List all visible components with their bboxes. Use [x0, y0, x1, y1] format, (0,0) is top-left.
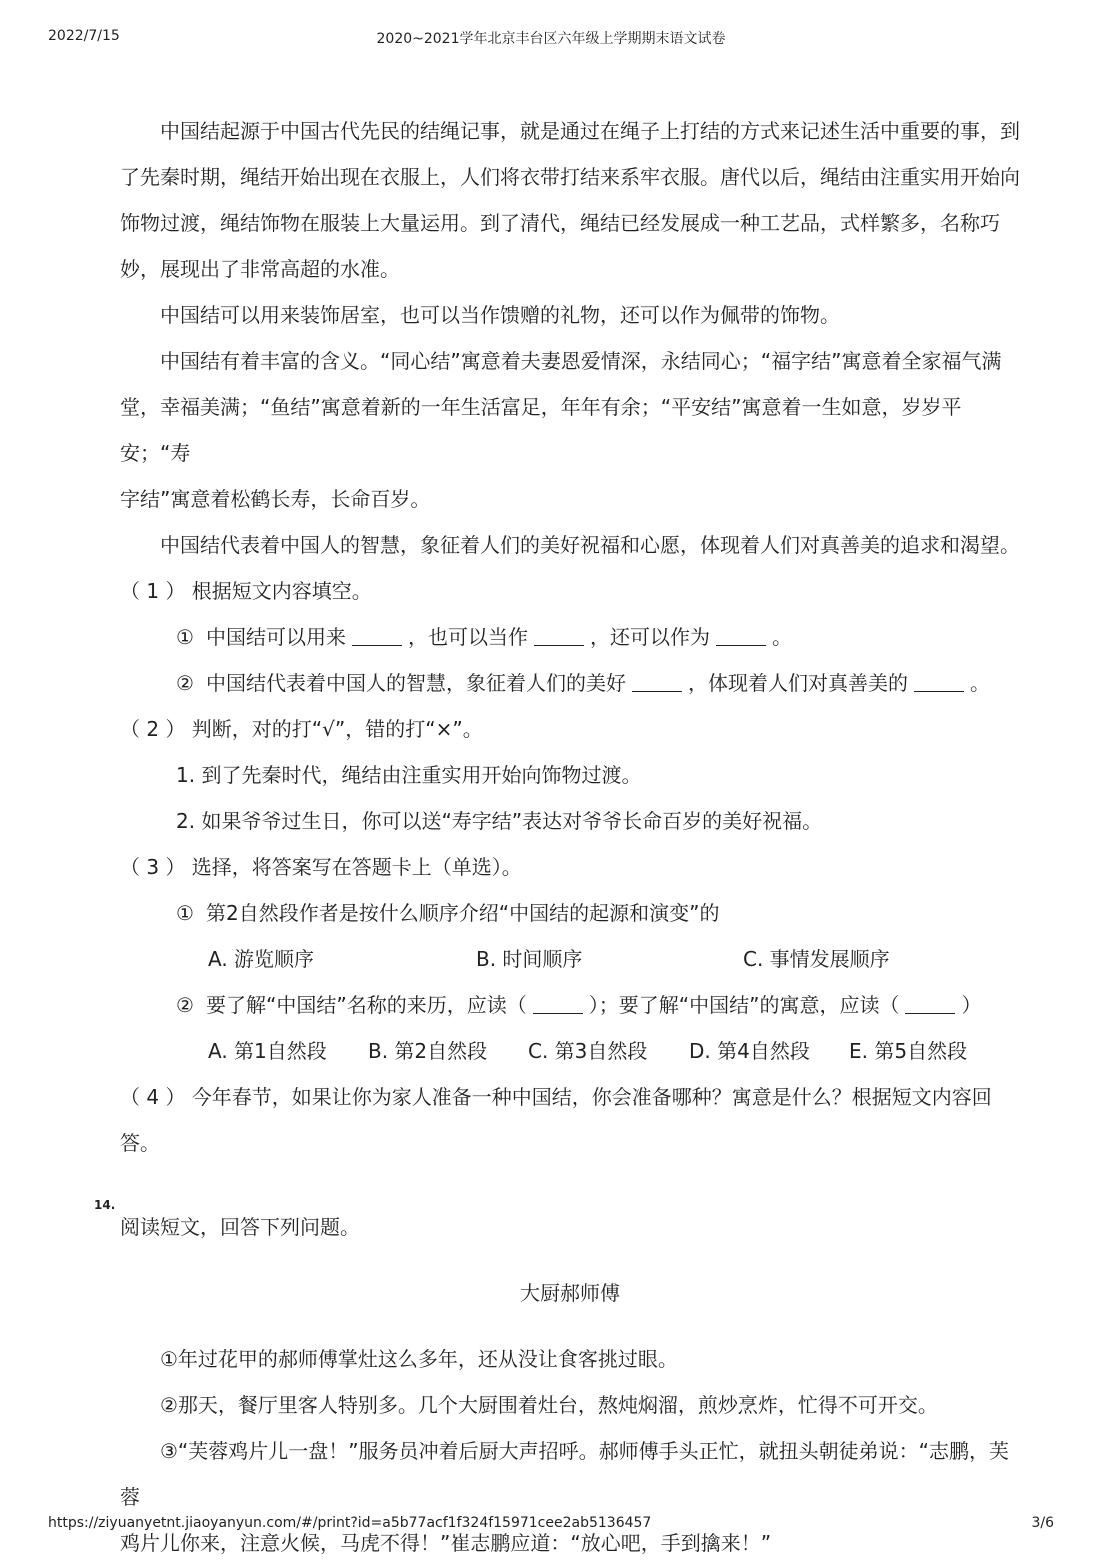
- passage1-p3-line3: 字结”寓意着松鹤长寿，长命百岁。: [120, 487, 431, 511]
- option-a[interactable]: A. 游览顺序: [208, 947, 315, 971]
- passage2-title: 大厨郝师傅: [520, 1281, 620, 1305]
- text: ）；要了解“中国结”的寓意，应读（: [588, 993, 900, 1017]
- passage2-p3-line1: ③“芙蓉鸡片儿一盘！”服务员冲着后厨大声招呼。郝师傅手头正忙，就扭头朝徒弟说：“志鹏，芙蓉: [120, 1439, 1010, 1509]
- page-url[interactable]: https://ziyuanyetnt.jiaoyanyun.com/#/print?id=a5b77acf1f324f15971cee2ab5136457: [48, 1515, 652, 1531]
- passage1-p3-line1: 中国结有着丰富的含义。“同心结”寓意着夫妻恩爱情深，永结同心；“福字结”寓意着全家福气满: [160, 349, 1002, 373]
- text: 。: [772, 625, 792, 649]
- question-number: 14.: [94, 1198, 116, 1212]
- option-a[interactable]: A. 第1自然段: [208, 1039, 327, 1063]
- option-d[interactable]: D. 第4自然段: [689, 1039, 810, 1063]
- text: ，也可以当作: [408, 625, 528, 649]
- question-2-statement-2: 2. 如果爷爷过生日，你可以送“寿字结”表达对爷爷长命百岁的美好祝福。: [176, 809, 823, 833]
- question-1a: [176, 614, 1020, 660]
- page-number: 3/6: [1031, 1515, 1054, 1531]
- question-3a: [176, 890, 1020, 936]
- text: 。: [970, 671, 990, 695]
- exam-title: 2020~2021学年北京丰台区六年级上学期期末语文试卷: [376, 31, 726, 47]
- question-3b: [176, 982, 1020, 1028]
- passage1-p1-line2: 了先秦时期，绳结开始出现在衣服上，人们将衣带打结来系牢衣服。唐代以后，绳结由注重实用开始向: [120, 165, 1020, 189]
- circled-number: ②: [176, 671, 194, 695]
- question-14: [94, 1198, 1020, 1566]
- text: 第2自然段作者是按什么顺序介绍“中国结的起源和演变”的: [206, 901, 720, 925]
- passage1-p1-line4: 妙，展现出了非常高超的水准。: [120, 257, 400, 281]
- text: 中国结代表着中国人的智慧，象征着人们的美好: [206, 671, 626, 695]
- option-b[interactable]: B. 第2自然段: [368, 1039, 488, 1063]
- question-14-intro: 阅读短文，回答下列问题。: [120, 1215, 360, 1239]
- answer-blank[interactable]: [533, 1012, 583, 1014]
- answer-blank[interactable]: [716, 644, 766, 646]
- answer-blank[interactable]: [632, 690, 682, 692]
- answer-blank[interactable]: [914, 690, 964, 692]
- answer-blank[interactable]: [352, 644, 402, 646]
- passage1-p1-line3: 饰物过渡，绳结饰物在服装上大量运用。到了清代，绳结已经发展成一种工艺品，式样繁多，名称巧: [120, 211, 1000, 235]
- passage2-p1: ①年过花甲的郝师傅掌灶这么多年，还从没让食客挑过眼。: [160, 1347, 678, 1371]
- exam-content: [94, 108, 1020, 1566]
- circled-number: ①: [176, 901, 194, 925]
- text: 要了解“中国结”名称的来历，应读（: [206, 993, 527, 1017]
- question-4-label: （ 4 ） 今年春节，如果让你为家人准备一种中国结，你会准备哪种？寓意是什么？根据短文内容回答。: [120, 1085, 992, 1155]
- option-e[interactable]: E. 第5自然段: [849, 1039, 968, 1063]
- passage1-p2: 中国结可以用来装饰居室，也可以当作馈赠的礼物，还可以作为佩带的饰物。: [160, 303, 840, 327]
- passage2-p2: ②那天，餐厅里客人特别多。几个大厨围着灶台，熬炖焖溜，煎炒烹炸，忙得不可开交。: [160, 1393, 938, 1417]
- circled-number: ②: [176, 993, 194, 1017]
- question-3a-options: [208, 936, 1020, 982]
- passage2-p3-line2: 鸡片儿你来，注意火候，马虎不得！”崔志鹏应道：“放心吧，手到擒来！”: [120, 1531, 772, 1555]
- text: 中国结可以用来: [206, 625, 346, 649]
- question-1-label: （ 1 ） 根据短文内容填空。: [120, 579, 372, 603]
- passage1-p1-line1: 中国结起源于中国古代先民的结绳记事，就是通过在绳子上打结的方式来记述生活中重要的事，到: [160, 119, 1020, 143]
- answer-blank[interactable]: [905, 1012, 955, 1014]
- option-c[interactable]: C. 第3自然段: [528, 1039, 648, 1063]
- question-2-statement-1: 1. 到了先秦时代，绳结由注重实用开始向饰物过渡。: [176, 763, 642, 787]
- question-3b-options: [208, 1028, 1020, 1074]
- question-2-label: （ 2 ） 判断，对的打“√”，错的打“×”。: [120, 717, 483, 741]
- circled-number: ①: [176, 625, 194, 649]
- passage1-p3-line2: 堂，幸福美满；“鱼结”寓意着新的一年生活富足，年年有余；“平安结”寓意着一生如意，岁岁平安；“寿: [120, 395, 962, 465]
- question-3-label: （ 3 ） 选择，将答案写在答题卡上（单选）。: [120, 855, 522, 879]
- answer-blank[interactable]: [534, 644, 584, 646]
- option-c[interactable]: C. 事情发展顺序: [743, 947, 890, 971]
- text: ，体现着人们对真善美的: [688, 671, 908, 695]
- option-b[interactable]: B. 时间顺序: [476, 947, 583, 971]
- passage1-p4: 中国结代表着中国人的智慧，象征着人们的美好祝福和心愿，体现着人们对真善美的追求和渴望。: [160, 533, 1020, 557]
- text: ，还可以作为: [590, 625, 710, 649]
- question-1b: [176, 660, 1020, 706]
- text: ）: [961, 993, 982, 1017]
- print-date: 2022/7/15: [48, 28, 120, 44]
